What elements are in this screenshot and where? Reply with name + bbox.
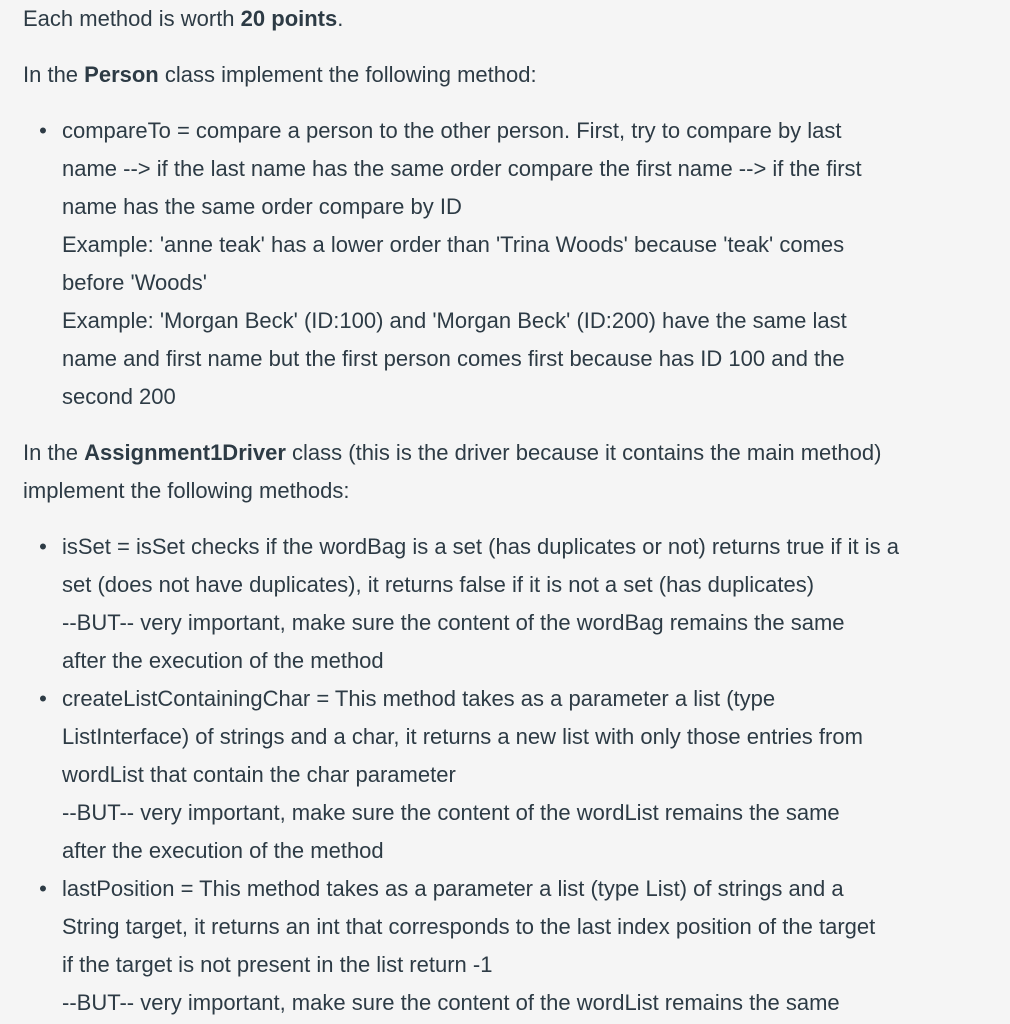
list-item-line: compareTo = compare a person to the other person. First, try to compare by last bbox=[62, 118, 842, 143]
points-value: 20 points bbox=[240, 6, 338, 31]
person-method-list bbox=[23, 112, 1010, 416]
driver-section-heading bbox=[23, 434, 1010, 510]
bullet-icon: • bbox=[39, 876, 47, 901]
list-item-line: name has the same order compare by ID bbox=[62, 194, 462, 219]
intro-paragraph bbox=[23, 0, 1010, 38]
driver-prefix: In the bbox=[23, 440, 85, 465]
person-class-name: Person bbox=[84, 62, 159, 87]
list-item-line: after the execution of the method bbox=[62, 838, 384, 863]
bullet-icon: • bbox=[39, 534, 47, 559]
list-item bbox=[23, 112, 1010, 416]
bullet-icon: • bbox=[39, 686, 47, 711]
list-item-line: if the target is not present in the list return -1 bbox=[62, 952, 493, 977]
intro-prefix: Each method is worth bbox=[23, 6, 241, 31]
list-item-line: String target, it returns an int that corresponds to the last index position of the target bbox=[62, 914, 876, 939]
list-item-line: ListInterface) of strings and a char, it returns a new list with only those entries from bbox=[62, 724, 863, 749]
driver-suffix: class (this is the driver because it contains the main method) bbox=[285, 440, 882, 465]
bullet-icon: • bbox=[39, 118, 47, 143]
list-item-line: createListContainingChar = This method takes as a parameter a list (type bbox=[62, 686, 776, 711]
driver-method-list bbox=[23, 528, 1010, 1022]
list-item-line: --BUT-- very important, make sure the content of the wordList remains the same bbox=[62, 800, 840, 825]
driver-heading-line-2: implement the following methods: bbox=[23, 478, 350, 503]
list-item bbox=[23, 680, 1010, 870]
list-item-line: --BUT-- very important, make sure the content of the wordList remains the same bbox=[62, 990, 840, 1015]
list-item bbox=[23, 528, 1010, 680]
list-item-line: isSet = isSet checks if the wordBag is a set (has duplicates or not) returns true if it is a bbox=[62, 534, 899, 559]
list-item bbox=[23, 870, 1010, 1022]
driver-class-name: Assignment1Driver bbox=[84, 440, 286, 465]
list-item-line: set (does not have duplicates), it returns false if it is not a set (has duplicates) bbox=[62, 572, 815, 597]
list-item-line: Example: 'Morgan Beck' (ID:100) and 'Morgan Beck' (ID:200) have the same last bbox=[62, 308, 847, 333]
person-section-heading bbox=[23, 56, 1010, 94]
list-item-line: after the execution of the method bbox=[62, 648, 384, 673]
list-item-line: wordList that contain the char parameter bbox=[62, 762, 456, 787]
list-item-line: --BUT-- very important, make sure the content of the wordBag remains the same bbox=[62, 610, 845, 635]
list-item-line: name and first name but the first person comes first because has ID 100 and the bbox=[62, 346, 845, 371]
list-item-line: name --> if the last name has the same order compare the first name --> if the first bbox=[62, 156, 862, 181]
list-item-line: before 'Woods' bbox=[62, 270, 207, 295]
person-prefix: In the bbox=[23, 62, 85, 87]
list-item-line: second 200 bbox=[62, 384, 176, 409]
intro-suffix: . bbox=[337, 6, 344, 31]
driver-heading-line bbox=[23, 434, 1010, 472]
list-item-line: lastPosition = This method takes as a parameter a list (type List) of strings and a bbox=[62, 876, 844, 901]
list-item-line: Example: 'anne teak' has a lower order than 'Trina Woods' because 'teak' comes bbox=[62, 232, 845, 257]
person-suffix: class implement the following method: bbox=[158, 62, 537, 87]
